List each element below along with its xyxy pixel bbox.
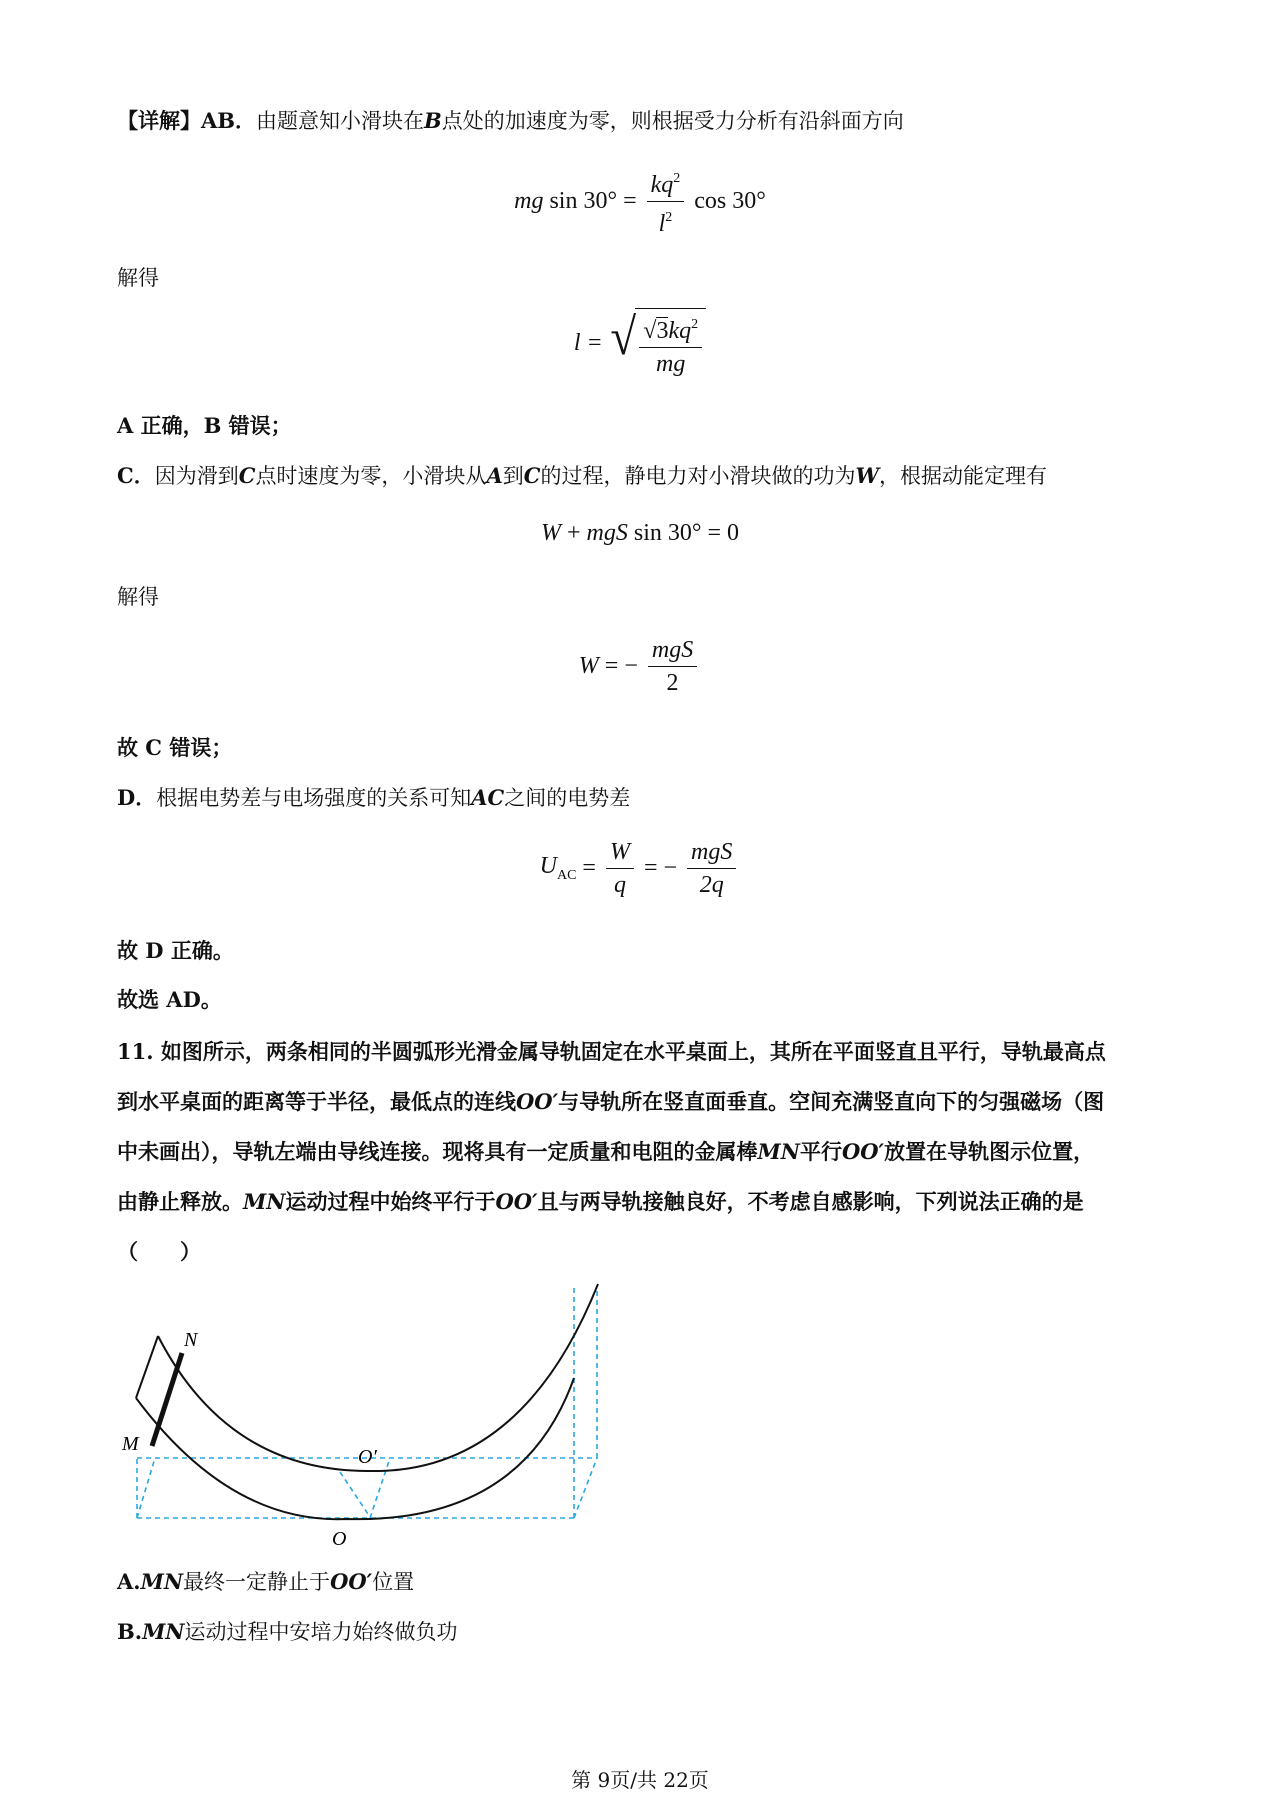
label-o-prime: O′ (358, 1446, 377, 1468)
q11-line-2: 到水平桌面的距离等于半径，最低点的连线OO′与导轨所在竖直面垂直。空间充满竖直向下的匀强磁场（图 (117, 1089, 1105, 1114)
d-line: D．根据电势差与电场强度的关系可知AC之间的电势差 (117, 785, 631, 810)
fraction: $\frac{W}{q}$ (606, 838, 634, 899)
jiede-1: 解得 (117, 266, 159, 290)
label-n: N (184, 1329, 198, 1351)
rail-figure (110, 1280, 610, 1550)
detail-line: 【详解】AB．由题意知小滑块在B点处的加速度为零，则根据受力分析有沿斜面方向 (117, 108, 904, 133)
fraction: $\frac{√3kq^2}{mg}$ (639, 311, 702, 378)
label-m: M (122, 1433, 139, 1455)
rails (136, 1284, 598, 1519)
label-o: O (332, 1528, 347, 1550)
fraction: $\frac{kq^2}{l^2}$ (647, 165, 685, 238)
d-result: 故 D 正确。 (117, 938, 234, 963)
equation-3: W + mgS sin 30° = 0 (540, 520, 740, 546)
jiede-2: 解得 (117, 585, 159, 609)
equation-2: l = √ $\frac{√3kq^2}{mg}$ (0, 308, 1280, 378)
option-a: A.MN最终一定静止于OO′位置 (117, 1569, 415, 1594)
answer: 故选 AD。 (117, 987, 222, 1012)
option-b: B.MN运动过程中安培力始终做负功 (117, 1619, 458, 1644)
fraction: $\frac{\text{mgS}}{2q}$ (687, 838, 736, 899)
c-line: C．因为滑到C点时速度为零，小滑块从A到C的过程，静电力对小滑块做的功为W，根据动能定理有 (117, 463, 1048, 488)
sqrt: √ $\frac{√3kq^2}{mg}$ (609, 308, 706, 378)
equation-1: mg sin 30° = $\frac{kq^2}{l^2}$ cos 30° (0, 165, 1280, 238)
ab-result: A 正确，B 错误； (117, 413, 292, 438)
c-result: 故 C 错误； (117, 735, 233, 760)
page-footer: 第 9页/共 22页 (571, 1768, 709, 1792)
q11-line-1: 11. 如图所示，两条相同的半圆弧形光滑金属导轨固定在水平桌面上，其所在平面竖直且平行，导轨最高点 (117, 1039, 1106, 1064)
equation-4: W = − $\frac{\text{mgS}}{2}$ (0, 636, 1280, 697)
metal-rod-mn (152, 1353, 182, 1446)
q11-line-3: 中未画出），导轨左端由导线连接。现将具有一定质量和电阻的金属棒MN平行OO′放置在导轨图示位置， (117, 1139, 1095, 1164)
fraction: $\frac{\text{mgS}}{2}$ (648, 636, 697, 697)
equation-5: $U_{AC}$ = $\frac{W}{q}$ = − $\frac{\text{mgS}}{2q}$ (0, 838, 1280, 899)
q11-line-4: 由静止释放。MN运动过程中始终平行于OO′且与两导轨接触良好，不考虑自感影响，下列说法正确的是 (117, 1189, 1084, 1214)
q11-bracket: （ ） (117, 1239, 201, 1264)
